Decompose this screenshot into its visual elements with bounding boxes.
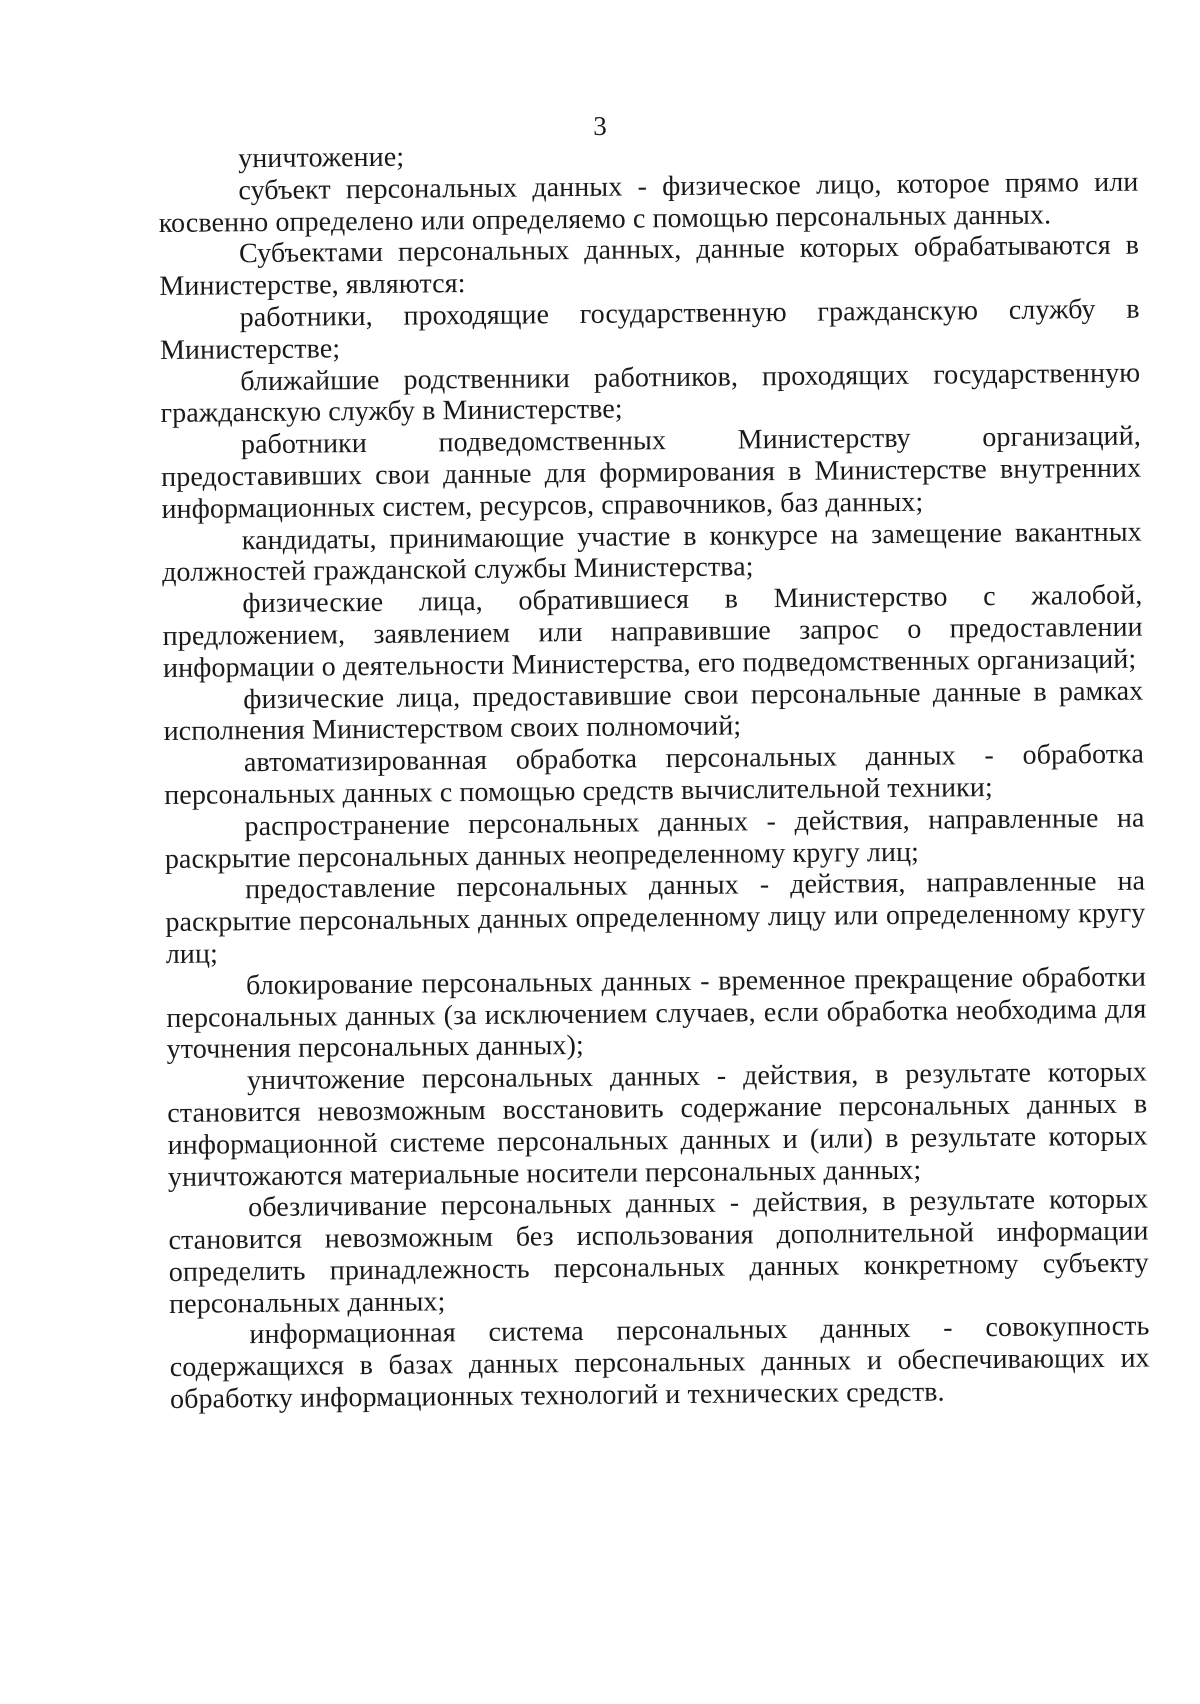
paragraph: ближайшие родственники работников, проходящих государственную гражданскую службу в Министерстве;: [160, 357, 1141, 430]
paragraph: уничтожение;: [237, 141, 405, 175]
paragraph: Субъектами персональных данных, данные которых обрабатываются в Министерстве, являются:: [159, 229, 1140, 303]
page-number: 3: [593, 111, 607, 141]
paragraph: уничтожение персональных данных - действия, в результате которых становится невозможным восстановить содержание персональных данных в информационной системе персональных данных и (или) в результате которых уничтожаются материальные носители персональных данных;: [167, 1056, 1148, 1193]
paragraph: кандидаты, принимающие участие в конкурсе на замещение вакантных должностей гражданской службы Министерства;: [161, 516, 1142, 589]
paragraph: автоматизированная обработка персональных данных - обработка персональных данных с помощью средств вычислительной техники;: [164, 738, 1145, 811]
paragraph: распространение персональных данных - действия, направленные на раскрытие персональных данных неопределенному кругу лиц;: [164, 802, 1145, 875]
paragraph: субъект персональных данных - физическое лицо, которое прямо или косвенно определено или определяемо с помощью персональных данных.: [158, 166, 1139, 239]
document-body: [158, 135, 1150, 1416]
paragraph: физические лица, обратившиеся в Министерство с жалобой, предложением, заявлением или направившие запрос о предоставлении информации о деятельности Министерства, его подведомственных организаций;: [162, 579, 1143, 684]
paragraph: работники подведомственных Министерству организаций, предоставивших свои данные для формирования в Министерстве внутренних информационных систем, ресурсов, справочников, баз данных;: [161, 420, 1142, 525]
paragraph: информационная система персональных данных - совокупность содержащихся в базах данных персональных данных и обеспечивающих их обработку информационных технологий и технических средств.: [169, 1311, 1150, 1416]
paragraph: блокирование персональных данных - временное прекращение обработки персональных данных (за исключением случаев, если обработка необходима для уточнения персональных данных);: [166, 961, 1147, 1066]
paragraph: предоставление персональных данных - действия, направленные на раскрытие персональных данных определенному лицу или определенному кругу лиц;: [165, 865, 1146, 970]
paragraph: обезличивание персональных данных - действия, в результате которых становится невозможным без использования дополнительной информации определить принадлежность персональных данных конкретному субъекту персональных данных;: [168, 1183, 1149, 1320]
paragraph: работники, проходящие государственную гражданскую службу в Министерстве;: [159, 293, 1140, 366]
paragraph: физические лица, предоставившие свои персональные данные в рамках исполнения Министерством своих полномочий;: [163, 675, 1144, 748]
